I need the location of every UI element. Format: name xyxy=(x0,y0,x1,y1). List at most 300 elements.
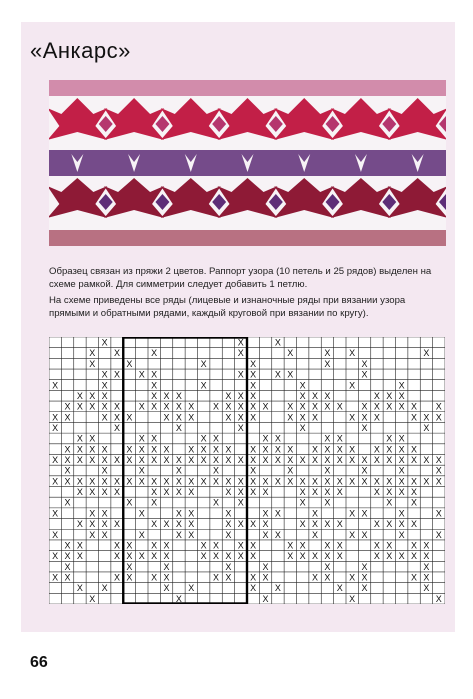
chart-cell-mark: X xyxy=(89,401,96,412)
chart-cell-mark: X xyxy=(411,444,418,455)
chart-cell-mark: X xyxy=(411,476,418,487)
chart-cell-mark: X xyxy=(312,444,319,455)
chart-cell-mark: X xyxy=(250,476,257,487)
chart-cell-mark: X xyxy=(126,540,133,551)
chart-cell-mark: X xyxy=(324,551,331,562)
chart-cell-mark: X xyxy=(138,369,145,380)
chart-cell-mark: X xyxy=(262,529,269,540)
chart-cell-mark: X xyxy=(237,348,244,359)
chart-cell-mark: X xyxy=(287,476,294,487)
chart-cell-mark: X xyxy=(299,455,306,466)
chart-cell-mark: X xyxy=(324,433,331,444)
chart-cell-mark: X xyxy=(89,519,96,530)
chart-cell-mark: X xyxy=(52,508,59,519)
chart-cell-mark: X xyxy=(89,455,96,466)
chart-cell-mark: X xyxy=(200,540,207,551)
chart-cell-mark: X xyxy=(398,444,405,455)
chart-cell-mark: X xyxy=(175,519,182,530)
chart-cell-mark: X xyxy=(151,455,158,466)
chart-cell-mark: X xyxy=(287,348,294,359)
chart-cell-mark: X xyxy=(188,583,195,594)
chart-cell-mark: X xyxy=(262,572,269,583)
chart-cell-mark: X xyxy=(435,529,442,540)
chart-cell-mark: X xyxy=(361,455,368,466)
chart-cell-mark: X xyxy=(411,572,418,583)
chart-cell-mark: X xyxy=(312,508,319,519)
chart-cell-mark: X xyxy=(435,401,442,412)
chart-cell-mark: X xyxy=(64,401,71,412)
description-paragraph: Образец связан из пряжи 2 цветов. Раппорт узора (10 петель и 25 рядов) выделен на схеме рамкой. Для симметрии следует добавить 1 петлю. xyxy=(49,266,432,290)
chart-cell-mark: X xyxy=(423,561,430,572)
chart-cell-mark: X xyxy=(287,401,294,412)
chart-cell-mark: X xyxy=(213,540,220,551)
chart-cell-mark: X xyxy=(151,433,158,444)
chart-cell-mark: X xyxy=(373,455,380,466)
chart-cell-mark: X xyxy=(361,561,368,572)
chart-cell-mark: X xyxy=(101,337,108,348)
chart-cell-mark: X xyxy=(213,497,220,508)
chart-cell-mark: X xyxy=(213,465,220,476)
chart-cell-mark: X xyxy=(411,551,418,562)
chart-cell-mark: X xyxy=(200,444,207,455)
chart-cell-mark: X xyxy=(361,583,368,594)
chart-cell-mark: X xyxy=(213,444,220,455)
chart-cell-mark: X xyxy=(299,380,306,391)
chart-cell-mark: X xyxy=(151,369,158,380)
chart-cell-mark: X xyxy=(250,455,257,466)
chart-cell-mark: X xyxy=(64,476,71,487)
chart-cell-mark: X xyxy=(336,540,343,551)
chart-cell-mark: X xyxy=(101,465,108,476)
chart-cell-mark: X xyxy=(225,519,232,530)
chart-cell-mark: X xyxy=(250,444,257,455)
chart-cell-mark: X xyxy=(89,348,96,359)
chart-cell-mark: X xyxy=(213,476,220,487)
chart-cell-mark: X xyxy=(213,433,220,444)
chart-cell-mark: X xyxy=(200,433,207,444)
chart-cell-mark: X xyxy=(89,508,96,519)
chart-cell-mark: X xyxy=(361,358,368,369)
chart-cell-mark: X xyxy=(312,476,319,487)
chart-cell-mark: X xyxy=(250,390,257,401)
chart-cell-mark: X xyxy=(114,540,121,551)
chart-cell-mark: X xyxy=(225,390,232,401)
chart-cell-mark: X xyxy=(274,455,281,466)
chart-cell-mark: X xyxy=(373,390,380,401)
chart-cell-mark: X xyxy=(126,551,133,562)
chart-cell-mark: X xyxy=(200,455,207,466)
chart-cell-mark: X xyxy=(250,551,257,562)
chart-cell-mark: X xyxy=(101,412,108,423)
chart-cell-mark: X xyxy=(299,540,306,551)
chart-cell-mark: X xyxy=(89,476,96,487)
chart-cell-mark: X xyxy=(373,519,380,530)
chart-cell-mark: X xyxy=(250,583,257,594)
chart-cell-mark: X xyxy=(250,380,257,391)
chart-cell-mark: X xyxy=(250,487,257,498)
chart-cell-mark: X xyxy=(349,348,356,359)
chart-cell-mark: X xyxy=(237,422,244,433)
chart-cell-mark: X xyxy=(312,551,319,562)
chart-cell-mark: X xyxy=(138,529,145,540)
chart-cell-mark: X xyxy=(213,455,220,466)
chart-cell-mark: X xyxy=(262,593,269,604)
chart-cell-mark: X xyxy=(336,455,343,466)
chart-cell-mark: X xyxy=(411,401,418,412)
chart-cell-mark: X xyxy=(138,476,145,487)
chart-cell-mark: X xyxy=(151,401,158,412)
chart-cell-mark: X xyxy=(163,390,170,401)
chart-cell-mark: X xyxy=(175,487,182,498)
chart-cell-mark: X xyxy=(163,519,170,530)
chart-cell-mark: X xyxy=(423,455,430,466)
chart-cell-mark: X xyxy=(287,540,294,551)
chart-cell-mark: X xyxy=(274,433,281,444)
chart-cell-mark: X xyxy=(411,540,418,551)
chart-cell-mark: X xyxy=(398,551,405,562)
chart-cell-mark: X xyxy=(312,390,319,401)
chart-cell-mark: X xyxy=(411,519,418,530)
chart-cell-mark: X xyxy=(398,476,405,487)
chart-cell-mark: X xyxy=(411,412,418,423)
chart-cell-mark: X xyxy=(151,380,158,391)
chart-cell-mark: X xyxy=(237,497,244,508)
chart-cell-mark: X xyxy=(200,476,207,487)
chart-cell-mark: X xyxy=(126,358,133,369)
chart-cell-mark: X xyxy=(76,487,83,498)
chart-cell-mark: X xyxy=(324,476,331,487)
chart-cell-mark: X xyxy=(101,476,108,487)
chart-cell-mark: X xyxy=(76,433,83,444)
chart-cell-mark: X xyxy=(114,572,121,583)
chart-cell-mark: X xyxy=(349,412,356,423)
chart-cell-mark: X xyxy=(349,380,356,391)
chart-cell-mark: X xyxy=(175,508,182,519)
chart-cell-mark: X xyxy=(138,433,145,444)
chart-cell-mark: X xyxy=(163,572,170,583)
chart-cell-mark: X xyxy=(299,519,306,530)
chart-cell-mark: X xyxy=(76,476,83,487)
chart-cell-mark: X xyxy=(64,572,71,583)
chart-cell-mark: X xyxy=(151,348,158,359)
chart-cell-mark: X xyxy=(200,358,207,369)
chart-cell-mark: X xyxy=(262,508,269,519)
chart-cell-mark: X xyxy=(274,508,281,519)
chart-cell-mark: X xyxy=(324,348,331,359)
chart-cell-mark: X xyxy=(312,519,319,530)
chart-cell-mark: X xyxy=(188,455,195,466)
chart-cell-mark: X xyxy=(386,497,393,508)
chart-cell-mark: X xyxy=(336,551,343,562)
chart-cell-mark: X xyxy=(287,412,294,423)
chart-cell-mark: X xyxy=(336,401,343,412)
knitted-sample-photo xyxy=(49,80,446,246)
chart-cell-mark: X xyxy=(287,551,294,562)
chart-cell-mark: X xyxy=(274,369,281,380)
chart-cell-mark: X xyxy=(237,476,244,487)
chart-cell-mark: X xyxy=(336,487,343,498)
chart-cell-mark: X xyxy=(373,487,380,498)
chart-cell-mark: X xyxy=(237,401,244,412)
chart-cell-mark: X xyxy=(435,508,442,519)
chart-cell-mark: X xyxy=(398,465,405,476)
chart-cell-mark: X xyxy=(398,487,405,498)
chart-cell-mark: X xyxy=(89,433,96,444)
chart-cell-mark: X xyxy=(336,444,343,455)
chart-cell-mark: X xyxy=(101,369,108,380)
chart-cell-mark: X xyxy=(250,540,257,551)
chart-cell-mark: X xyxy=(114,551,121,562)
chart-cell-mark: X xyxy=(411,487,418,498)
chart-cell-mark: X xyxy=(411,497,418,508)
chart-cell-mark: X xyxy=(262,561,269,572)
chart-cell-mark: X xyxy=(274,476,281,487)
chart-cell-mark: X xyxy=(114,369,121,380)
chart-cell-mark: X xyxy=(274,337,281,348)
chart-cell-mark: X xyxy=(237,540,244,551)
chart-cell-mark: X xyxy=(138,551,145,562)
chart-cell-mark: X xyxy=(101,487,108,498)
chart-cell-mark: X xyxy=(386,487,393,498)
chart-cell-mark: X xyxy=(151,519,158,530)
chart-cell-mark: X xyxy=(423,540,430,551)
chart-cell-mark: X xyxy=(64,455,71,466)
chart-cell-mark: X xyxy=(225,487,232,498)
chart-cell-mark: X xyxy=(138,508,145,519)
chart-cell-mark: X xyxy=(175,401,182,412)
chart-cell-mark: X xyxy=(52,476,59,487)
chart-cell-mark: X xyxy=(200,551,207,562)
chart-cell-mark: X xyxy=(299,412,306,423)
chart-cell-mark: X xyxy=(349,444,356,455)
chart-cell-mark: X xyxy=(188,519,195,530)
chart-cell-mark: X xyxy=(287,465,294,476)
chart-cell-mark: X xyxy=(163,551,170,562)
chart-cell-mark: X xyxy=(151,444,158,455)
chart-cell-mark: X xyxy=(151,476,158,487)
chart-cell-mark: X xyxy=(423,583,430,594)
chart-cell-mark: X xyxy=(336,476,343,487)
chart-cell-mark: X xyxy=(361,401,368,412)
chart-cell-mark: X xyxy=(386,401,393,412)
chart-cell-mark: X xyxy=(225,561,232,572)
chart-cell-mark: X xyxy=(225,455,232,466)
chart-cell-mark: X xyxy=(299,422,306,433)
knitting-chart xyxy=(49,337,445,604)
chart-cell-mark: X xyxy=(225,529,232,540)
chart-cell-mark: X xyxy=(324,497,331,508)
chart-cell-mark: X xyxy=(324,465,331,476)
chart-cell-mark: X xyxy=(349,572,356,583)
chart-cell-mark: X xyxy=(64,561,71,572)
chart-cell-mark: X xyxy=(324,561,331,572)
chart-cell-mark: X xyxy=(373,476,380,487)
chart-cell-mark: X xyxy=(138,455,145,466)
chart-cell-mark: X xyxy=(349,529,356,540)
chart-cell-mark: X xyxy=(52,412,59,423)
chart-cell-mark: X xyxy=(76,444,83,455)
chart-cell-mark: X xyxy=(386,551,393,562)
chart-cell-mark: X xyxy=(274,529,281,540)
chart-cell-mark: X xyxy=(175,422,182,433)
chart-cell-mark: X xyxy=(114,487,121,498)
chart-cell-mark: X xyxy=(423,572,430,583)
chart-cell-mark: X xyxy=(324,519,331,530)
chart-cell-mark: X xyxy=(398,508,405,519)
chart-cell-mark: X xyxy=(312,412,319,423)
chart-cell-mark: X xyxy=(76,551,83,562)
chart-cell-mark: X xyxy=(398,390,405,401)
chart-cell-mark: X xyxy=(324,401,331,412)
chart-cell-mark: X xyxy=(435,593,442,604)
chart-cell-mark: X xyxy=(52,529,59,540)
chart-cell-mark: X xyxy=(312,529,319,540)
chart-cell-mark: X xyxy=(250,572,257,583)
knit-band xyxy=(49,230,446,246)
chart-cell-mark: X xyxy=(138,444,145,455)
chart-cell-mark: X xyxy=(188,412,195,423)
chart-cell-mark: X xyxy=(349,476,356,487)
chart-cell-mark: X xyxy=(386,390,393,401)
chart-cell-mark: X xyxy=(126,497,133,508)
chart-cell-mark: X xyxy=(398,433,405,444)
chart-cell-mark: X xyxy=(76,401,83,412)
chart-cell-mark: X xyxy=(250,369,257,380)
chart-cell-mark: X xyxy=(101,444,108,455)
chart-cell-mark: X xyxy=(299,487,306,498)
chart-cell-mark: X xyxy=(64,551,71,562)
chart-cell-mark: X xyxy=(101,529,108,540)
chart-cell-mark: X xyxy=(64,497,71,508)
chart-cell-mark: X xyxy=(89,390,96,401)
chart-cell-mark: X xyxy=(200,380,207,391)
chart-cell-mark: X xyxy=(287,369,294,380)
chart-cell-mark: X xyxy=(175,476,182,487)
chart-cell-mark: X xyxy=(398,380,405,391)
chart-cell-mark: X xyxy=(89,358,96,369)
chart-cell-mark: X xyxy=(225,508,232,519)
chart-cell-mark: X xyxy=(435,476,442,487)
chart-cell-mark: X xyxy=(225,476,232,487)
chart-cell-mark: X xyxy=(114,422,121,433)
chart-cell-mark: X xyxy=(274,444,281,455)
chart-cell-mark: X xyxy=(175,412,182,423)
chart-cell-mark: X xyxy=(250,401,257,412)
chart-cell-mark: X xyxy=(361,508,368,519)
chart-cell-mark: X xyxy=(188,508,195,519)
chart-cell-mark: X xyxy=(336,433,343,444)
chart-cell-mark: X xyxy=(163,401,170,412)
chart-cell-mark: X xyxy=(299,476,306,487)
chart-cell-mark: X xyxy=(151,497,158,508)
chart-cell-mark: X xyxy=(349,455,356,466)
chart-cell-mark: X xyxy=(188,444,195,455)
chart-cell-mark: X xyxy=(101,401,108,412)
chart-cell-mark: X xyxy=(151,551,158,562)
chart-cell-mark: X xyxy=(324,487,331,498)
chart-cell-mark: X xyxy=(175,593,182,604)
chart-cell-mark: X xyxy=(163,444,170,455)
chart-cell-mark: X xyxy=(151,540,158,551)
chart-cell-mark: X xyxy=(64,465,71,476)
chart-cell-mark: X xyxy=(188,487,195,498)
chart-cell-mark: X xyxy=(299,390,306,401)
chart-cell-mark: X xyxy=(188,529,195,540)
chart-cell-mark: X xyxy=(312,572,319,583)
chart-cell-mark: X xyxy=(398,401,405,412)
chart-cell-mark: X xyxy=(386,476,393,487)
chart-cell-mark: X xyxy=(175,465,182,476)
chart-cell-mark: X xyxy=(138,401,145,412)
chart-cell-mark: X xyxy=(188,476,195,487)
page-number: 66 xyxy=(30,654,48,671)
chart-cell-mark: X xyxy=(114,412,121,423)
chart-cell-mark: X xyxy=(373,540,380,551)
chart-cell-mark: X xyxy=(225,444,232,455)
chart-cell-mark: X xyxy=(373,551,380,562)
chart-cell-mark: X xyxy=(435,465,442,476)
chart-cell-mark: X xyxy=(101,519,108,530)
chart-cell-mark: X xyxy=(225,551,232,562)
chart-cell-mark: X xyxy=(435,412,442,423)
chart-cell-mark: X xyxy=(52,572,59,583)
chart-cell-mark: X xyxy=(89,593,96,604)
chart-cell-mark: X xyxy=(299,551,306,562)
chart-cell-mark: X xyxy=(237,487,244,498)
chart-cell-mark: X xyxy=(373,401,380,412)
chart-cell-mark: X xyxy=(175,390,182,401)
chart-cell-mark: X xyxy=(287,455,294,466)
chart-cell-mark: X xyxy=(361,465,368,476)
chart-cell-mark: X xyxy=(373,444,380,455)
chart-cell-mark: X xyxy=(101,390,108,401)
chart-cell-mark: X xyxy=(101,380,108,391)
chart-cell-mark: X xyxy=(324,455,331,466)
chart-cell-mark: X xyxy=(151,572,158,583)
chart-cell-mark: X xyxy=(52,380,59,391)
chart-cell-mark: X xyxy=(64,412,71,423)
chart-cell-mark: X xyxy=(237,455,244,466)
chart-cell-mark: X xyxy=(262,476,269,487)
chart-cell-mark: X xyxy=(126,412,133,423)
chart-cell-mark: X xyxy=(398,529,405,540)
chart-cell-mark: X xyxy=(361,412,368,423)
chart-cell-mark: X xyxy=(163,487,170,498)
chart-cell-mark: X xyxy=(163,583,170,594)
chart-cell-mark: X xyxy=(64,540,71,551)
chart-cell-mark: X xyxy=(126,444,133,455)
chart-cell-mark: X xyxy=(361,529,368,540)
chart-cell-mark: X xyxy=(324,390,331,401)
chart-cell-mark: X xyxy=(435,455,442,466)
chart-cell-mark: X xyxy=(163,476,170,487)
chart-cell-mark: X xyxy=(324,444,331,455)
chart-cell-mark: X xyxy=(423,476,430,487)
chart-cell-mark: X xyxy=(237,390,244,401)
chart-cell-mark: X xyxy=(114,455,121,466)
chart-cell-mark: X xyxy=(423,422,430,433)
chart-cell-mark: X xyxy=(262,455,269,466)
chart-cell-mark: X xyxy=(101,455,108,466)
chart-cell-mark: X xyxy=(163,561,170,572)
chart-cell-mark: X xyxy=(126,476,133,487)
chart-cell-mark: X xyxy=(52,455,59,466)
chart-cell-mark: X xyxy=(349,593,356,604)
chart-cell-mark: X xyxy=(213,551,220,562)
chart-cell-mark: X xyxy=(361,422,368,433)
chart-cell-mark: X xyxy=(262,444,269,455)
chart-cell-mark: X xyxy=(76,390,83,401)
